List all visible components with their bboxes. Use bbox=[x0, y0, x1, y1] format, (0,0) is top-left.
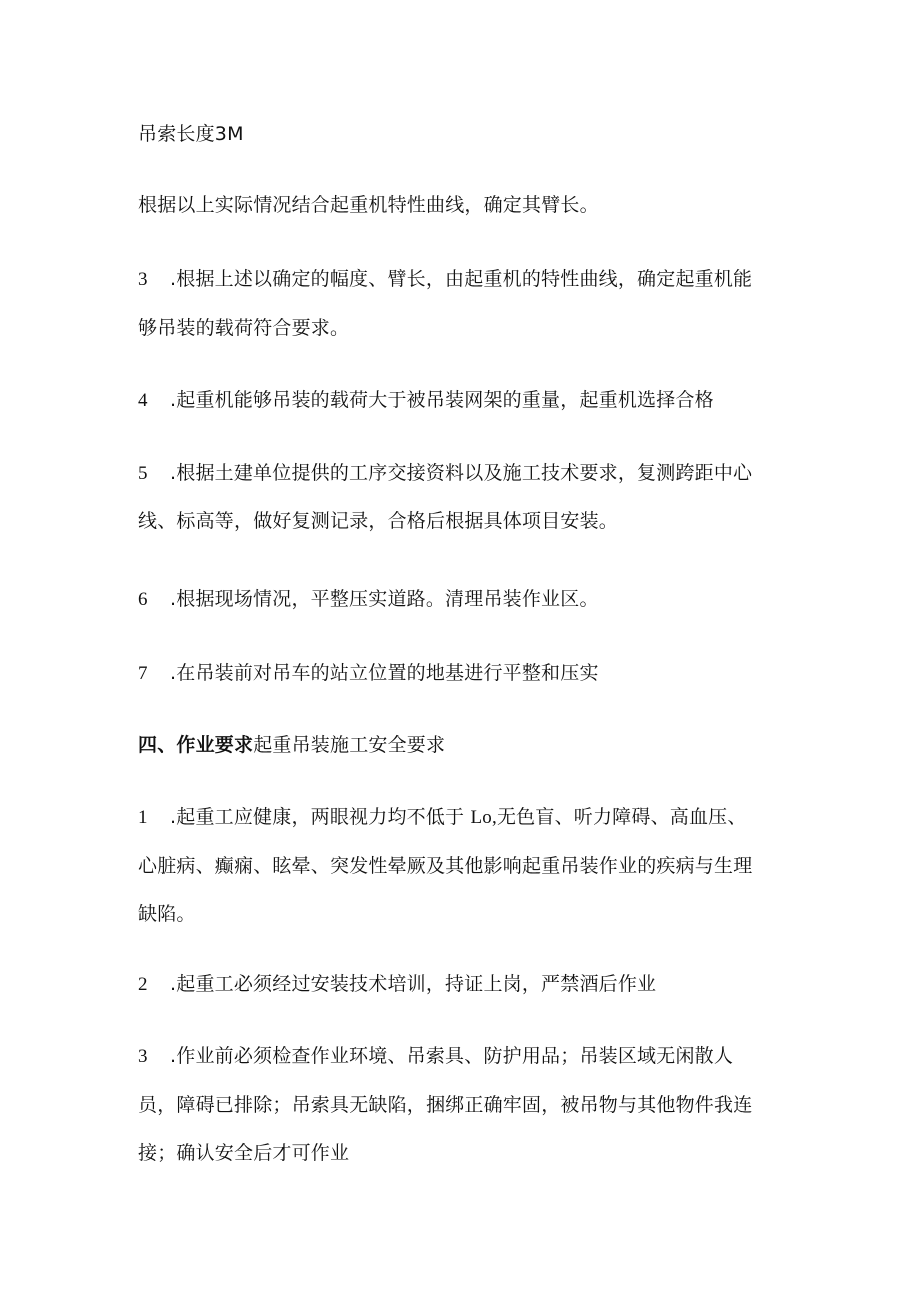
list-item-6 bbox=[138, 586, 599, 613]
list-item-text: .起重工应健康，两眼视力均不低于 bbox=[170, 806, 465, 828]
list-item-text: 心脏病、癫痫、眩晕、突发性晕厥及其他影响起重吊装作业的疾病与生理 bbox=[138, 855, 753, 877]
list-item-text: .在吊装前对吊车的站立位置的地基进行平整和压实 bbox=[170, 662, 599, 684]
list-item-text: Lo, bbox=[470, 807, 497, 828]
requirement-2 bbox=[138, 971, 656, 998]
list-item-3-line-2 bbox=[138, 315, 349, 341]
list-item-number: 4 bbox=[138, 390, 148, 411]
list-item-text: .根据上述以确定的幅度、臂长，由起重机的特性曲线，确定起重机能 bbox=[170, 268, 753, 290]
list-item-text: 够吊装的载荷符合要求。 bbox=[138, 317, 350, 339]
list-item-number: 1 bbox=[138, 807, 148, 828]
boom-length-text: 根据以上实际情况结合起重机特性曲线，确定其臂长。 bbox=[138, 194, 599, 216]
list-item-4 bbox=[138, 387, 714, 414]
list-item-text: 线、标高等，做好复测记录，合格后根据具体项目安装。 bbox=[138, 510, 619, 532]
requirement-3-line-1 bbox=[138, 1043, 733, 1070]
list-item-5-line-2 bbox=[138, 508, 618, 534]
list-item-7 bbox=[138, 660, 599, 687]
requirement-1-line-1 bbox=[138, 804, 747, 831]
section-heading bbox=[138, 732, 445, 758]
list-item-number: 3 bbox=[138, 1046, 148, 1067]
boom-length-line bbox=[138, 192, 599, 218]
requirement-1-line-3 bbox=[138, 901, 196, 927]
list-item-3-line-1 bbox=[138, 266, 752, 293]
rope-length-line bbox=[138, 121, 244, 147]
section-heading-bold: 四、作业要求 bbox=[138, 734, 254, 756]
list-item-number: 5 bbox=[138, 463, 148, 484]
list-item-text: 接；确认安全后才可作业 bbox=[138, 1142, 350, 1164]
list-item-text: .起重机能够吊装的载荷大于被吊装网架的重量，起重机选择合格 bbox=[170, 389, 714, 411]
list-item-text: .根据土建单位提供的工序交接资料以及施工技术要求，复测跨距中心 bbox=[170, 462, 753, 484]
list-item-number: 3 bbox=[138, 269, 148, 290]
list-item-number: 2 bbox=[138, 974, 148, 995]
list-item-text: .根据现场情况，平整压实道路。清理吊装作业区。 bbox=[170, 588, 599, 610]
list-item-5-line-1 bbox=[138, 460, 752, 487]
section-heading-subtitle: 起重吊装施工安全要求 bbox=[253, 734, 446, 756]
requirement-3-line-3 bbox=[138, 1140, 349, 1166]
list-item-text: .起重工必须经过安装技术培训，持证上岗，严禁酒后作业 bbox=[170, 973, 657, 995]
requirement-1-line-2 bbox=[138, 853, 752, 879]
list-item-number: 6 bbox=[138, 589, 148, 610]
list-item-text: .作业前必须检查作业环境、吊索具、防护用品；吊装区域无闲散人 bbox=[170, 1045, 734, 1067]
list-item-text: 员，障碍已排除；吊索具无缺陷，捆绑正确牢固，被吊物与其他物件我连 bbox=[138, 1094, 753, 1116]
list-item-text: 无色盲、听力障碍、高血压、 bbox=[496, 806, 747, 828]
requirement-3-line-2 bbox=[138, 1092, 752, 1118]
rope-length-text: 吊索长度3M bbox=[138, 123, 244, 145]
list-item-text: 缺陷。 bbox=[138, 903, 196, 925]
list-item-number: 7 bbox=[138, 663, 148, 684]
